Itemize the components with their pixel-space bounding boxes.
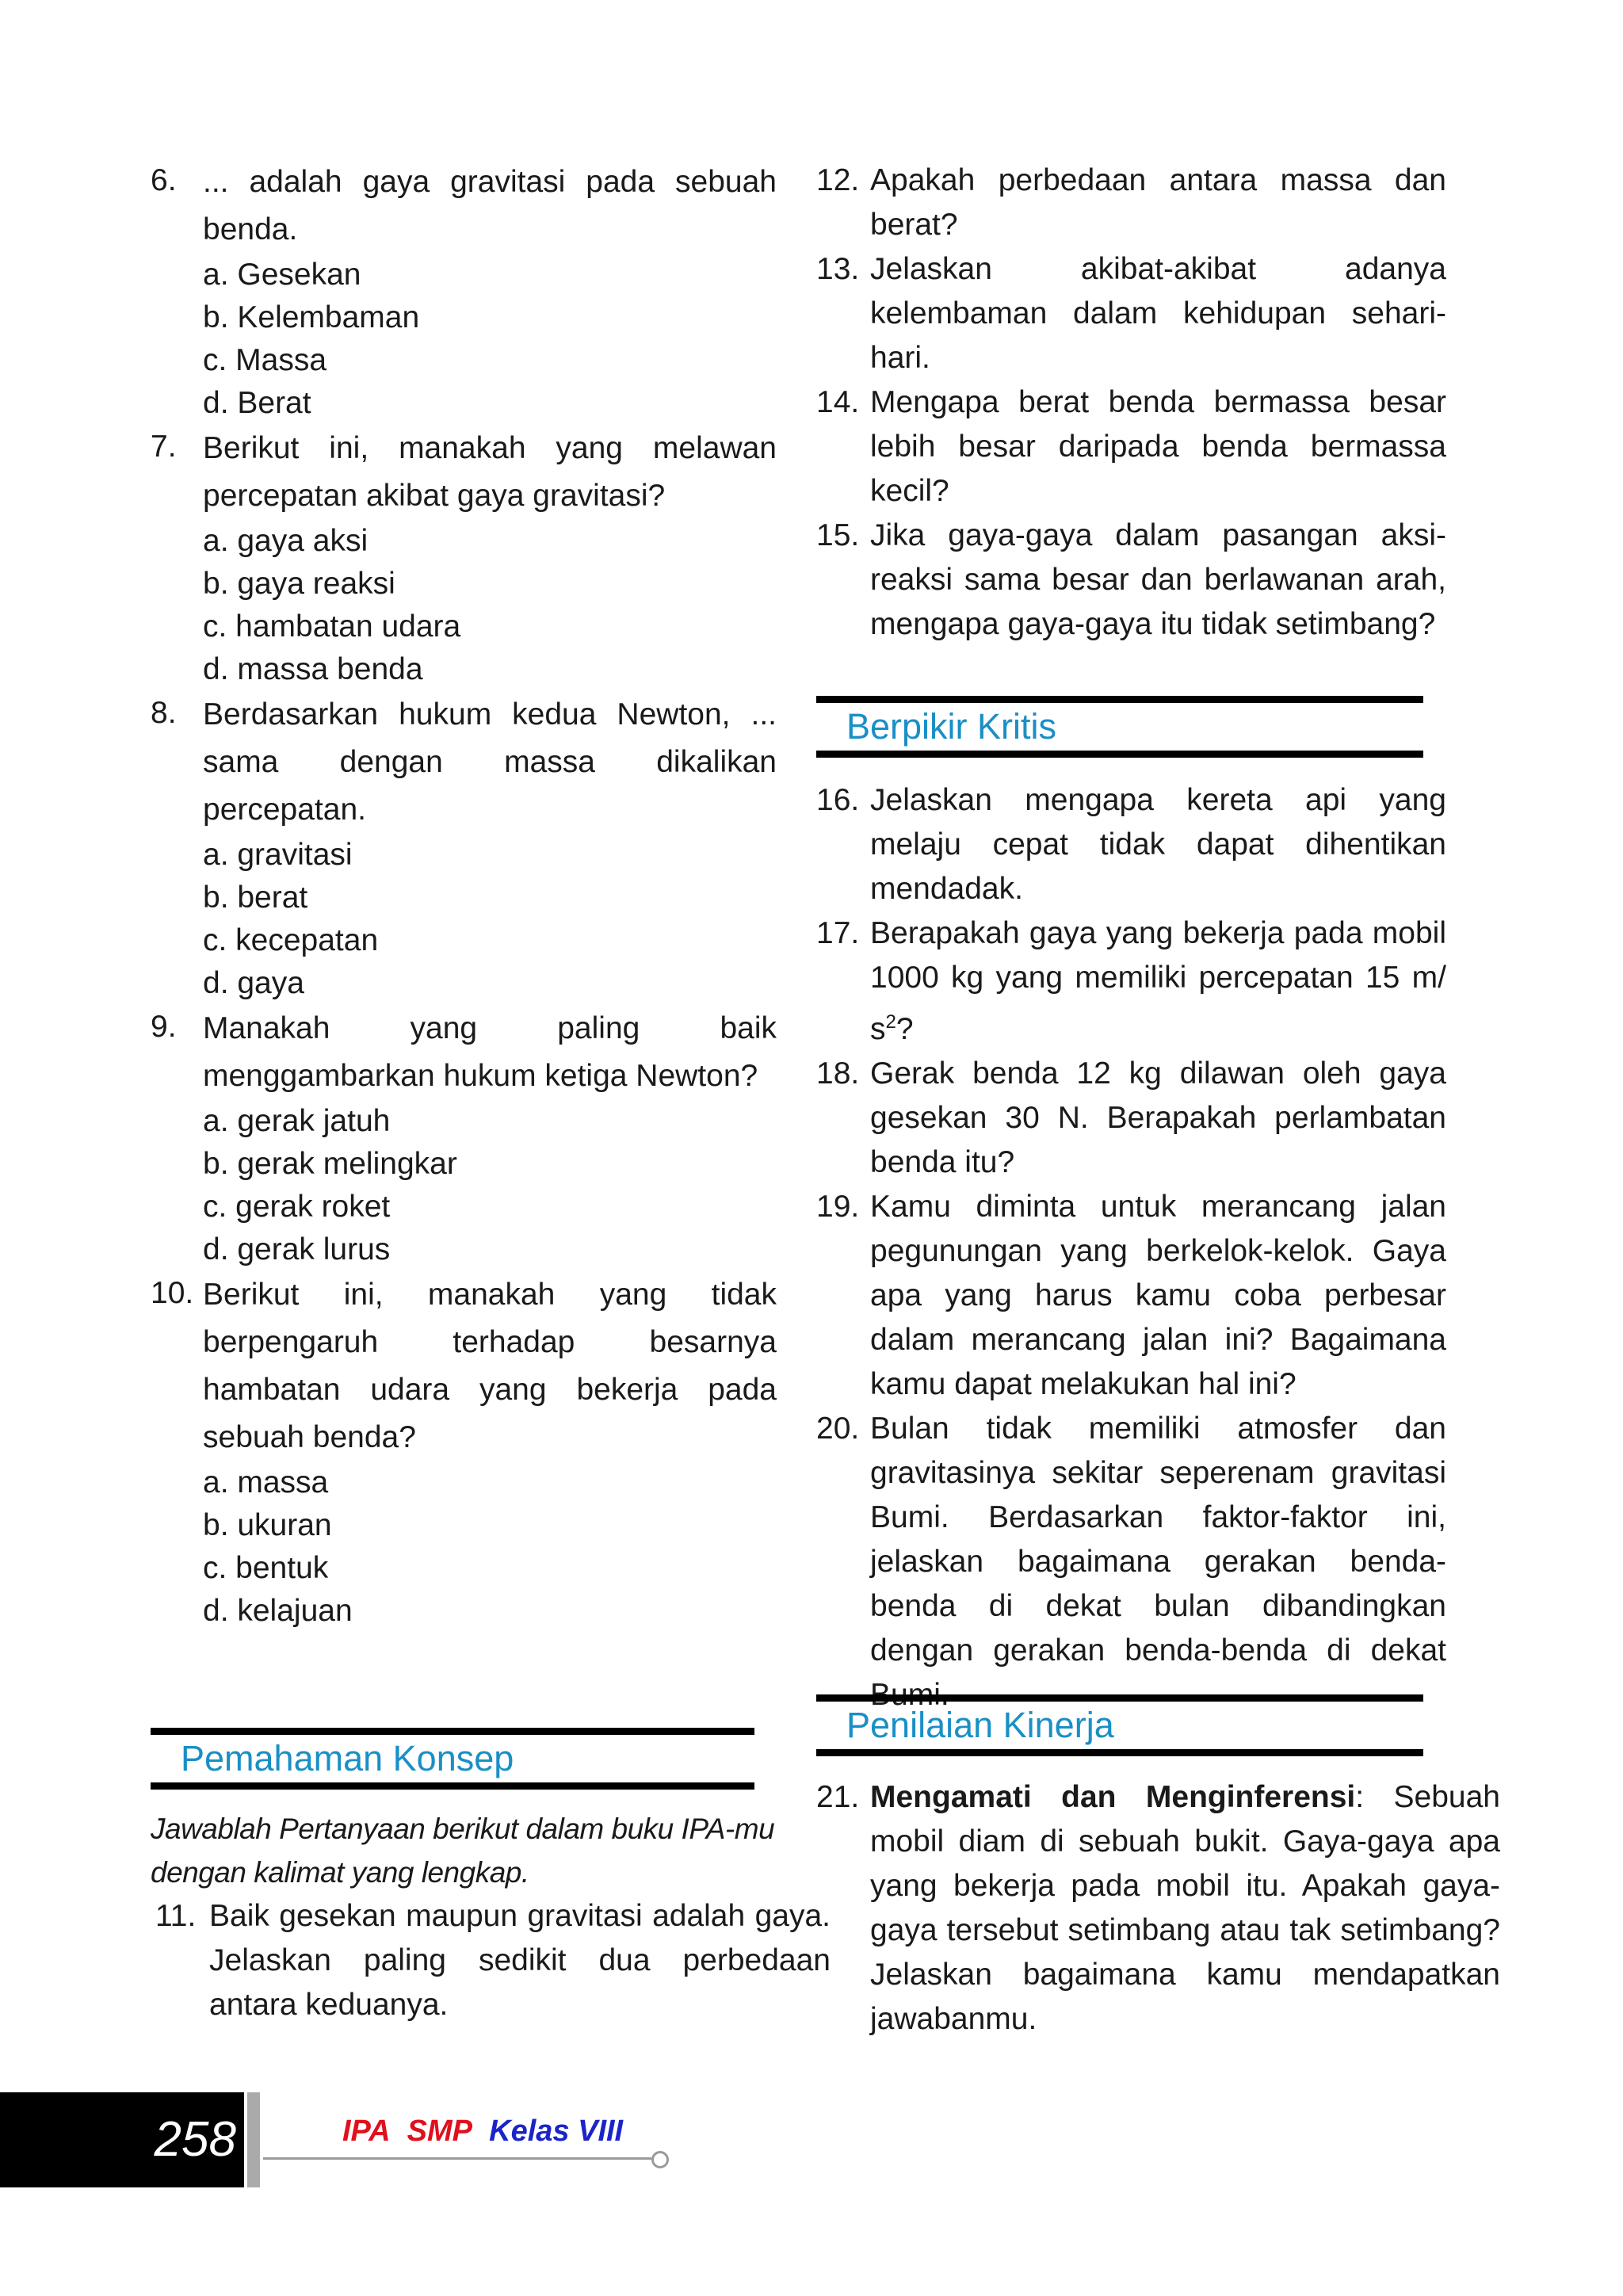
question-text: Mengapa berat benda bermassa besar lebih besar daripada benda bermassa kecil?: [870, 385, 1446, 508]
question-11: [155, 1894, 831, 2027]
option: c. kecepatan: [203, 923, 379, 957]
question-text: Bulan tidak memiliki atmosfer dan gravitasinya sekitar seperenam gravitasi Bumi. Berdasarkan faktor-faktor ini, jelaskan bagaimana gerakan benda-benda di dekat bulan dibandingkan dengan gerakan benda-benda di dekat: [870, 1412, 1446, 1668]
option: d. massa benda: [203, 652, 423, 686]
question-13: [816, 247, 1446, 380]
section-heading-penilaian-kinerja: [816, 1694, 1423, 1756]
footer-rule: [263, 2157, 651, 2160]
heading-rule-bottom: [816, 751, 1423, 758]
heading-rule-bottom: [151, 1782, 754, 1790]
question-number: 15.: [816, 518, 860, 552]
instruction-line: dengan kalimat yang lengkap.: [151, 1856, 529, 1889]
footer-gray-bar: [247, 2092, 260, 2187]
question-text-part: ?: [896, 1012, 914, 1046]
question-6: [151, 159, 777, 425]
question-text: Berikut ini, manakah yang tidak berpengaruh terhadap besarnya hambatan udara yang bekerja pada sebuah benda?: [203, 1278, 777, 1454]
option-list: [203, 834, 777, 1005]
option: b. gerak melingkar: [203, 1147, 457, 1181]
option: c. bentuk: [203, 1551, 329, 1585]
question-number: 14.: [816, 385, 860, 419]
question-number: 6.: [151, 163, 177, 197]
option: d. Berat: [203, 386, 311, 420]
question-text: Berikut ini, manakah yang melawan percepatan akibat gaya gravitasi?: [203, 431, 777, 513]
question-7: [151, 425, 777, 691]
question-text: Kamu diminta untuk merancang jalan pegunungan yang berkelok-kelok. Gaya apa yang harus kamu coba perbesar dalam merancang jalan ini? Bagaimana kamu dapat melakukan hal ini?: [870, 1190, 1446, 1401]
question-9: [151, 1005, 777, 1271]
question-18: [816, 1052, 1446, 1185]
right-column: [816, 159, 1446, 647]
heading-rule-bottom: [816, 1749, 1423, 1756]
option-list: [203, 254, 777, 425]
option: b. Kelembaman: [203, 300, 420, 334]
bold-term: Mengamati dan Menginferensi: [870, 1780, 1356, 1814]
section-heading-berpikir-kritis: [816, 696, 1423, 758]
book-title: [342, 2115, 623, 2149]
question-14: [816, 380, 1446, 514]
book-title-kelas: Kelas VIII: [489, 2115, 624, 2148]
page-number: 258: [154, 2112, 236, 2167]
question-number: 16.: [816, 783, 860, 817]
option: b. ukuran: [203, 1508, 332, 1542]
question-text: Jelaskan mengapa kereta api yang melaju cepat tidak dapat dihentikan mendadak.: [870, 783, 1446, 906]
question-text-part: Berapakah gaya yang bekerja pada mobil 1000 kg yang memiliki percepatan 15 m/ s: [870, 916, 1446, 1046]
option: c. hambatan udara: [203, 609, 461, 644]
section-title: Penilaian Kinerja: [846, 1705, 1114, 1745]
question-16: [816, 778, 1446, 911]
question-12: [816, 159, 1446, 247]
question-text: Apakah perbedaan antara massa dan berat?: [870, 163, 1446, 242]
question-17: [816, 911, 1446, 1052]
option: d. kelajuan: [203, 1594, 353, 1628]
footer-circle-icon: [651, 2151, 669, 2168]
option: a. gravitasi: [203, 838, 353, 872]
question-text: [870, 1775, 1500, 2042]
option: c. Massa: [203, 343, 327, 377]
option: a. Gesekan: [203, 258, 361, 292]
question-text: Berdasarkan hukum kedua Newton, ... sama dengan massa dikalikan percepatan.: [203, 697, 777, 827]
question-number: 7.: [151, 430, 177, 464]
question-number: 10.: [151, 1276, 194, 1310]
book-title-ipa: IPA: [342, 2115, 391, 2148]
option: b. gaya reaksi: [203, 567, 395, 601]
section-title: Berpikir Kritis: [846, 706, 1057, 747]
question-15: [816, 514, 1446, 647]
option-list: [203, 1100, 777, 1271]
option-list: [203, 520, 777, 691]
question-number: 8.: [151, 696, 177, 730]
question-number: 9.: [151, 1010, 177, 1044]
berpikir-kritis-questions: [816, 778, 1446, 1717]
superscript: 2: [885, 1011, 896, 1033]
question-number: 18.: [816, 1056, 860, 1091]
section-heading-pemahaman-konsep: [151, 1728, 754, 1790]
question-text-part: : Sebuah mobil diam di sebuah bukit. Gaya-gaya apa yang bekerja pada mobil itu. Apakah gaya-gaya tersebut setimbang atau tak setimbang? Jelaskan bagaimana kamu mendapatkan jawabanmu.: [870, 1780, 1500, 2036]
option: d. gaya: [203, 966, 304, 1000]
heading-rule-top: [816, 1694, 1423, 1702]
question-text: Manakah yang paling baik menggambarkan hukum ketiga Newton?: [203, 1011, 777, 1093]
question-text: Baik gesekan maupun gravitasi adalah gaya. Jelaskan paling sedikit dua perbedaan antara keduanya.: [209, 1899, 831, 2022]
question-19: [816, 1185, 1446, 1407]
question-number: 21.: [816, 1780, 860, 1814]
left-column: [151, 159, 777, 1633]
question-number: 11.: [155, 1899, 197, 1933]
option: d. gerak lurus: [203, 1232, 391, 1266]
question-number: 19.: [816, 1190, 860, 1224]
book-title-smp: SMP: [407, 2115, 473, 2148]
question-20: [816, 1407, 1446, 1717]
question-number: 20.: [816, 1412, 860, 1446]
instruction-line: Jawablah Pertanyaan berikut dalam buku IPA-mu: [151, 1813, 775, 1845]
question-text: ... adalah gaya gravitasi pada sebuah benda.: [203, 165, 777, 246]
option: a. massa: [203, 1465, 329, 1499]
option: b. berat: [203, 881, 308, 915]
question-text: Gerak benda 12 kg dilawan oleh gaya gesekan 30 N. Berapakah perlambatan benda itu?: [870, 1056, 1446, 1179]
question-21: [816, 1775, 1500, 2042]
heading-rule-top: [151, 1728, 754, 1735]
instruction-text: [151, 1807, 785, 1894]
question-number: 17.: [816, 916, 860, 950]
option: c. gerak roket: [203, 1190, 391, 1224]
question-10: [151, 1271, 777, 1633]
option-list: [203, 1461, 777, 1633]
question-number: 13.: [816, 252, 860, 286]
question-text: Jika gaya-gaya dalam pasangan aksi-reaksi sama besar dan berlawanan arah, mengapa gaya-gaya itu tidak setimbang?: [870, 518, 1446, 641]
section-title: Pemahaman Konsep: [181, 1738, 514, 1778]
heading-rule-top: [816, 696, 1423, 703]
question-text: Jelaskan akibat-akibat adanya kelembaman dalam kehidupan sehari-hari.: [870, 252, 1446, 375]
question-text: [870, 911, 1446, 1052]
option: a. gaya aksi: [203, 524, 369, 558]
question-8: [151, 691, 777, 1005]
option: a. gerak jatuh: [203, 1104, 391, 1138]
question-number: 12.: [816, 163, 860, 197]
